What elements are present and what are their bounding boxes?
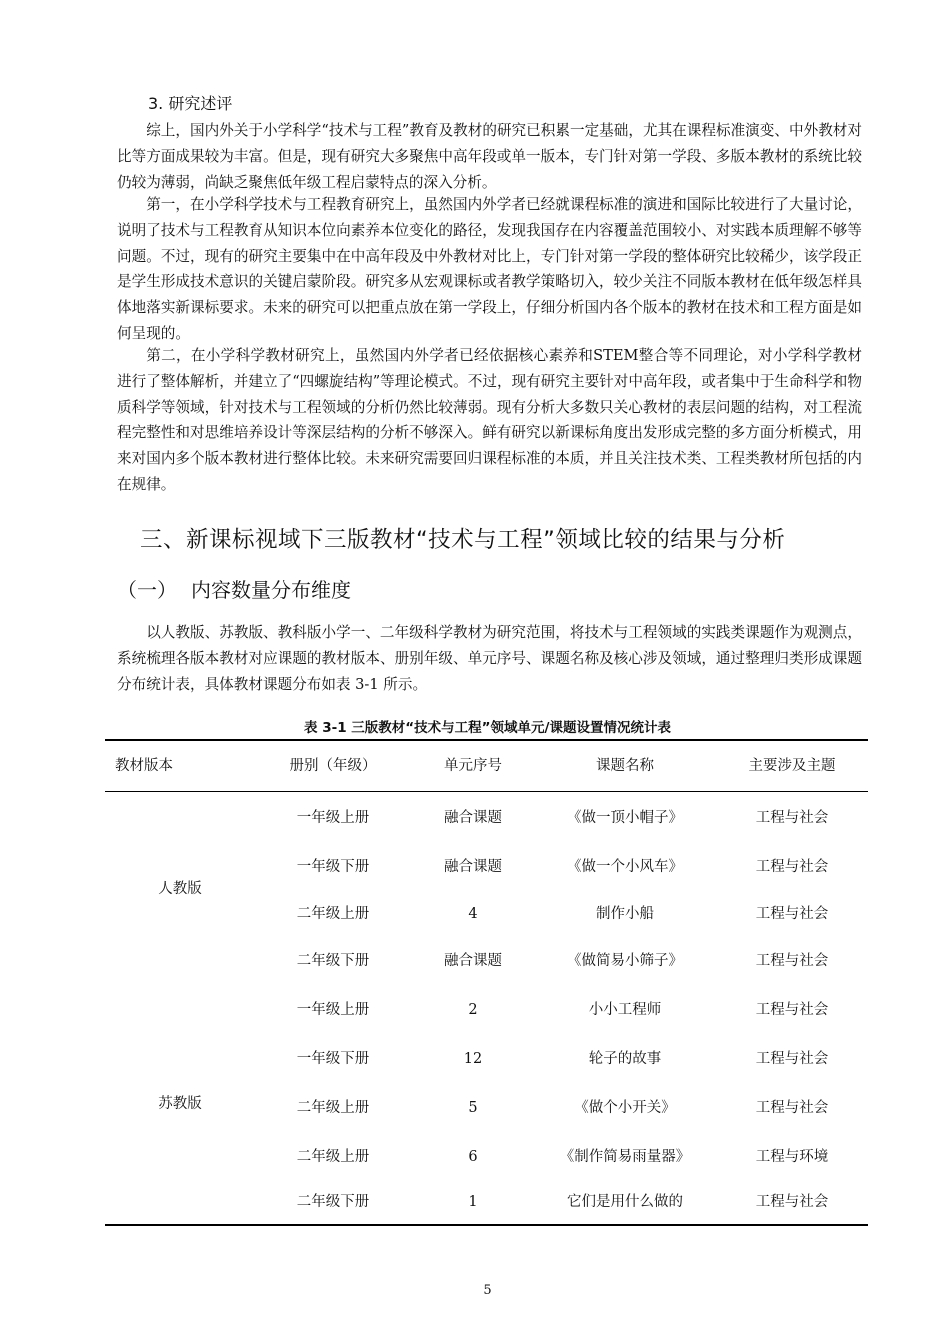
chapter-title: 三、新课标视域下三版教材“技术与工程”领域比较的结果与分析	[140, 527, 786, 553]
paragraph-summary: 综上，国内外关于小学科学“技术与工程”教育及教材的研究已积累一定基础，尤其在课程标准演变、中外教材对比等方面成果较为丰富。但是，现有研究大多聚焦中高年段或单一版本，专门针对第一学段、多版本教材的系统比较仍较为薄弱，尚缺乏聚焦低年级工程启蒙特点的深入分析。	[117, 122, 862, 191]
grade-cell: 一年级下册	[296, 859, 370, 875]
unit-cell: 2	[468, 1002, 478, 1018]
section-heading: 3. 研究述评	[148, 94, 233, 113]
grade-cell: 二年级上册	[296, 1149, 370, 1165]
theme-cell: 工程与社会	[755, 810, 829, 826]
topic-cell: 轮子的故事	[588, 1051, 662, 1067]
subsection-number: （一）	[117, 578, 177, 602]
grade-cell: 一年级下册	[296, 1051, 370, 1067]
paragraph-first: 第一，在小学科学技术与工程教育研究上，虽然国内外学者已经就课程标准的演进和国际比较进行了大量讨论，说明了技术与工程教育从知识本位向素养本位变化的路径，发现我国存在内容覆盖范围较小、对实践本质理解不够等问题。不过，现有的研究主要集中在中高年段及中外教材对比上，专门针对第一学段的整体研究比较稀少，该学段正是学生形成技术意识的关键启蒙阶段。研究多从宏观课标或者教学策略切入，较少关注不同版本教材在低年级怎样具体地落实新课标要求。未来的研究可以把重点放在第一学段上，仔细分析国内各个版本的教材在技术和工程方面是如何呈现的。	[117, 196, 862, 342]
table-header-row	[105, 741, 868, 792]
grade-cell: 二年级下册	[296, 953, 370, 969]
grade-cell: 一年级上册	[296, 810, 370, 826]
version-cell: 苏教版	[158, 1096, 202, 1112]
unit-cell: 12	[463, 1051, 483, 1067]
page-number: 5	[483, 1283, 492, 1298]
header-topic: 课题名称	[596, 758, 654, 774]
grade-cell: 一年级上册	[296, 1002, 370, 1018]
unit-cell: 融合课题	[444, 810, 502, 826]
unit-cell: 4	[468, 906, 478, 922]
theme-cell: 工程与社会	[755, 1194, 829, 1210]
theme-cell: 工程与环境	[755, 1149, 829, 1165]
topic-cell: 《制作简易雨量器》	[559, 1149, 691, 1165]
header-grade: 册别（年级）	[289, 758, 377, 774]
theme-cell: 工程与社会	[755, 953, 829, 969]
topic-cell: 《做一个小风车》	[567, 859, 683, 875]
paragraph-second: 第二，在小学科学教材研究上，虽然国内外学者已经依据核心素养和STEM整合等不同理论，对小学科学教材进行了整体解析，并建立了“四螺旋结构”等理论模式。不过，现有研究主要针对中高年段，或者集中于生命科学和物质科学等领域，针对技术与工程领域的分析仍然比较薄弱。现有分析大多数只关心教材的表层问题的结构，对工程流程完整性和对思维培养设计等深层结构的分析不够深入。鲜有研究以新课标角度出发形成完整的多方面分析模式，用来对国内多个版本教材进行整体比较。未来研究需要回归课程标准的本质，并且关注技术类、工程类教材所包括的内在规律。	[117, 347, 862, 493]
unit-cell: 5	[468, 1100, 478, 1116]
topic-cell: 制作小船	[596, 906, 654, 922]
topic-cell: 《做个小开关》	[574, 1100, 676, 1116]
unit-cell: 1	[468, 1194, 478, 1210]
topic-cell: 它们是用什么做的	[567, 1194, 683, 1210]
version-cell: 人教版	[158, 881, 202, 897]
subsection-title: 内容数量分布维度	[191, 578, 351, 602]
grade-cell: 二年级上册	[296, 1100, 370, 1116]
grade-cell: 二年级下册	[296, 1194, 370, 1210]
subsection-heading	[117, 574, 351, 603]
table-caption: 表 3-1 三版教材“技术与工程”领域单元/课题设置情况统计表	[304, 720, 671, 736]
theme-cell: 工程与社会	[755, 906, 829, 922]
unit-cell: 6	[468, 1149, 478, 1165]
topic-cell: 小小工程师	[588, 1002, 662, 1018]
header-unit: 单元序号	[444, 758, 502, 774]
header-theme: 主要涉及主题	[748, 758, 836, 774]
grade-cell: 二年级上册	[296, 906, 370, 922]
theme-cell: 工程与社会	[755, 1051, 829, 1067]
topic-cell: 《做简易小筛子》	[567, 953, 683, 969]
paragraph-intro: 以人教版、苏教版、教科版小学一、二年级科学教材为研究范围，将技术与工程领域的实践类课题作为观测点，系统梳理各版本教材对应课题的教材版本、册别年级、单元序号、课题名称及核心涉及领域，通过整理归类形成课题分布统计表，具体教材课题分布如表 3-1 所示。	[117, 624, 862, 693]
theme-cell: 工程与社会	[755, 1002, 829, 1018]
theme-cell: 工程与社会	[755, 1100, 829, 1116]
unit-cell: 融合课题	[444, 953, 502, 969]
topic-cell: 《做一顶小帽子》	[567, 810, 683, 826]
statistics-table	[105, 739, 868, 1226]
unit-cell: 融合课题	[444, 859, 502, 875]
theme-cell: 工程与社会	[755, 859, 829, 875]
header-version: 教材版本	[115, 758, 173, 774]
